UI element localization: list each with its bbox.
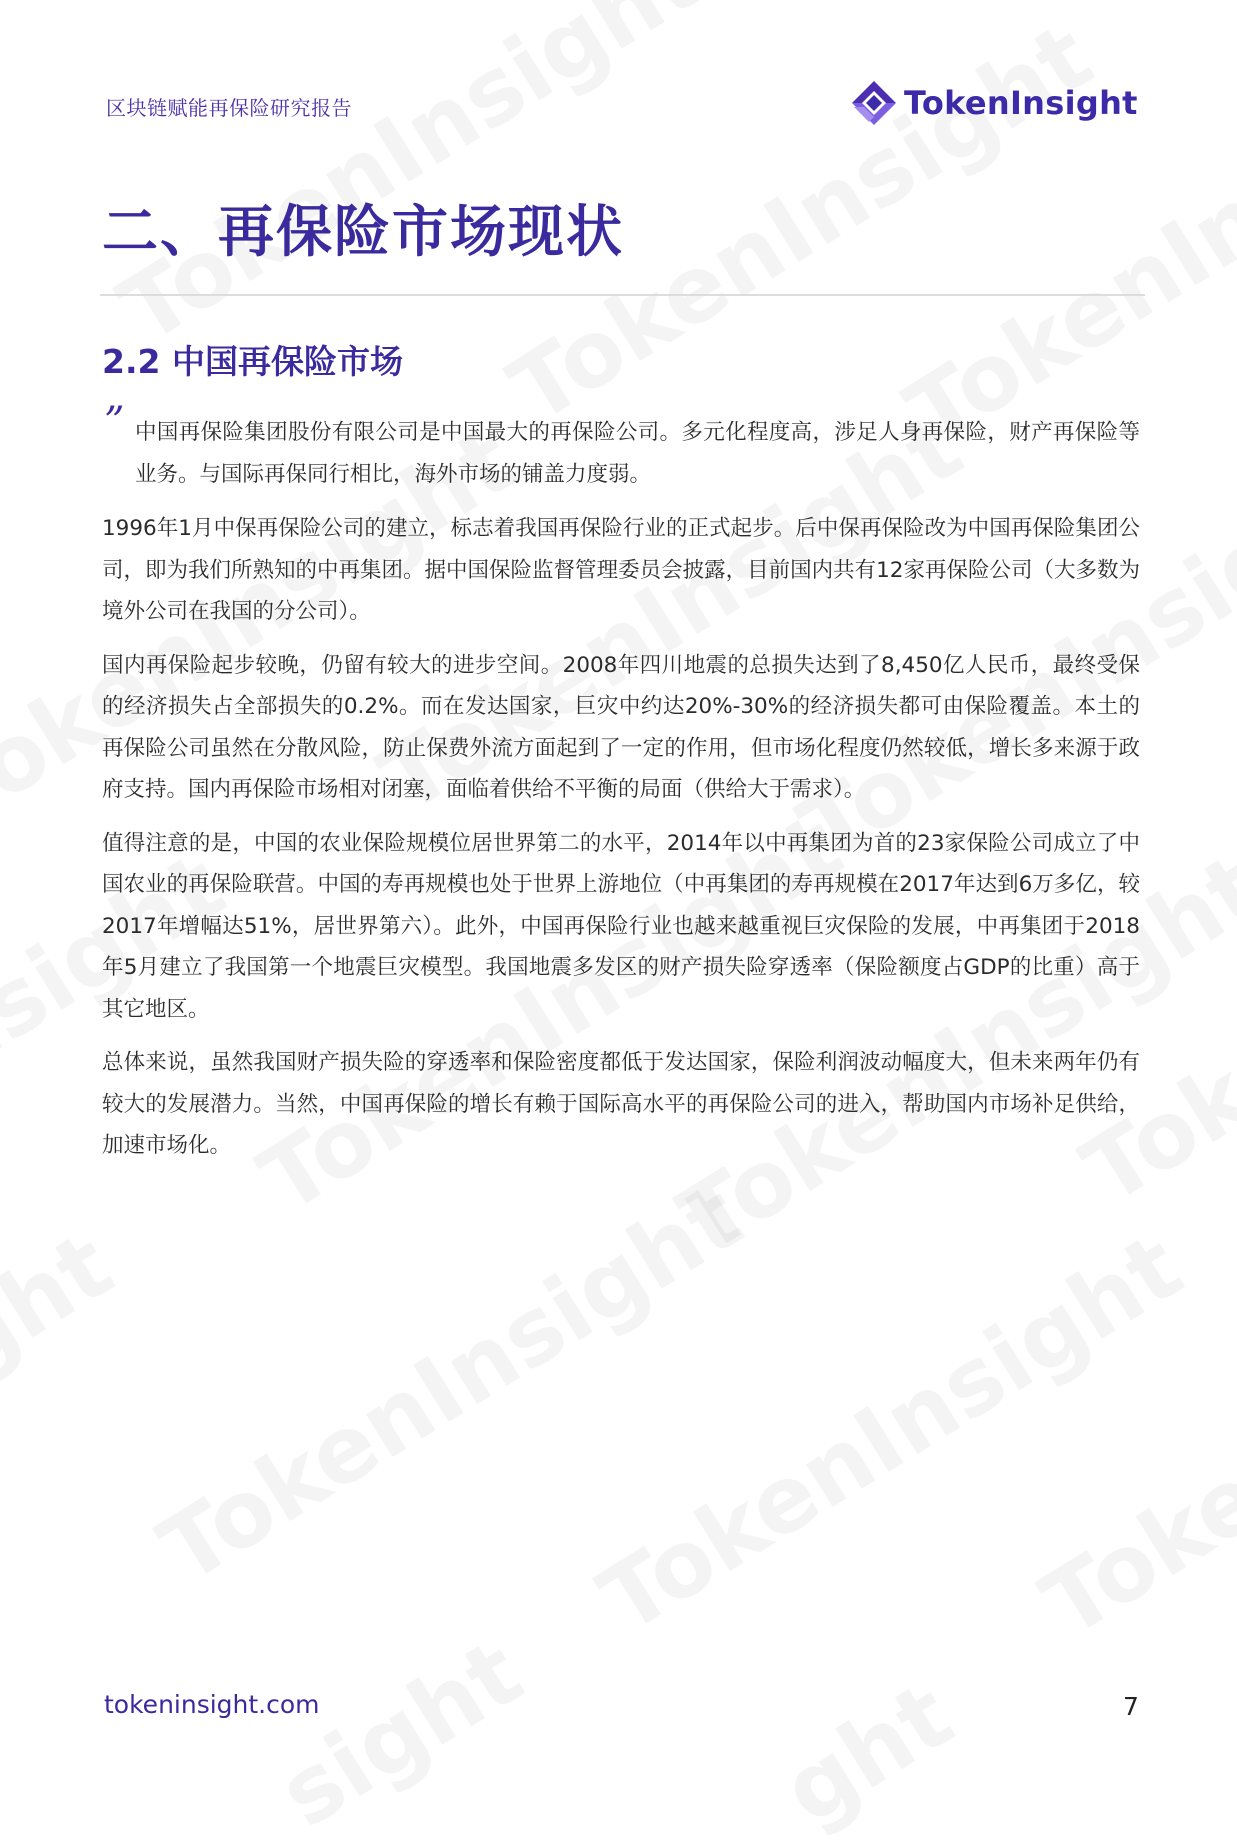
quote-text: 中国再保险集团股份有限公司是中国最大的再保险公司。多元化程度高，涉足人身再保险，财产再保险等业务。与国际再保同行相比，海外市场的铺盖力度弱。 bbox=[135, 420, 1140, 487]
page-number: 7 bbox=[1123, 1692, 1139, 1721]
watermark bbox=[582, 1213, 1200, 1654]
logo bbox=[848, 76, 1138, 130]
watermark bbox=[262, 1619, 541, 1848]
report-title: 区块链赋能再保险研究报告 bbox=[106, 96, 352, 120]
watermark bbox=[1024, 1409, 1237, 1659]
tokeninsight-logo-icon bbox=[848, 77, 900, 129]
logo-text: TokenInsight bbox=[904, 84, 1138, 122]
paragraph-3: 值得注意的是，中国的农业保险规模位居世界第二的水平，2014年以中再集团为首的23家保险公司成立了中国农业的再保险联营。中国的寿再规模也处于世界上游地位（中再集团的寿再规模在2017年达到6万多亿，较2017年增幅达51%，居世界第六）。此外，中国再保险行业也越来越重视巨灾保险的发展，中再集团于2018年5月建立了我国第一个地震巨灾模型。我国地震多发区的财产损失险穿透率（保险额度占GDP的比重）高于其它地区。 bbox=[102, 830, 1140, 1022]
watermark bbox=[765, 1662, 970, 1846]
footer-website-link[interactable]: tokeninsight.com bbox=[104, 1690, 320, 1719]
body-text bbox=[102, 508, 1140, 1179]
paragraph-2: 国内再保险起步较晚，仍留有较大的进步空间。2008年四川地震的总损失达到了8,450亿人民币，最终受保的经济损失占全部损失的0.2%。而在发达国家，巨灾中约达20%-30%的经济损失都可由保险覆盖。本土的再保险公司虽然在分散风险，防止保费外流方面起到了一定的作用，但市场化程度仍然较低，增长多来源于政府支持。国内再保险市场相对闭塞，面临着供给不平衡的局面（供给大于需求）。 bbox=[102, 652, 1140, 802]
watermark bbox=[0, 1212, 130, 1396]
paragraph-4: 总体来说，虽然我国财产损失险的穿透率和保险密度都低于发达国家，保险利润波动幅度大，但未来两年仍有较大的发展潜力。当然，中国再保险的增长有赖于国际高水平的再保险公司的进入，帮助国内市场补足供给，加速市场化。 bbox=[102, 1050, 1140, 1158]
paragraph-1: 1996年1月中保再保险公司的建立，标志着我国再保险行业的正式起步。后中保再保险改为中国再保险集团公司，即为我们所熟知的中再集团。据中国保险监督管理委员会披露，目前国内共有12家再保险公司（大多数为境外公司在我国的分公司）。 bbox=[102, 516, 1140, 624]
title-divider bbox=[100, 294, 1145, 296]
quote-mark-icon: ” bbox=[104, 399, 125, 445]
section-heading: 2.2 中国再保险市场 bbox=[102, 342, 403, 381]
watermark bbox=[102, 0, 720, 364]
page-title: 二、再保险市场现状 bbox=[102, 200, 624, 265]
watermark bbox=[142, 1163, 760, 1604]
